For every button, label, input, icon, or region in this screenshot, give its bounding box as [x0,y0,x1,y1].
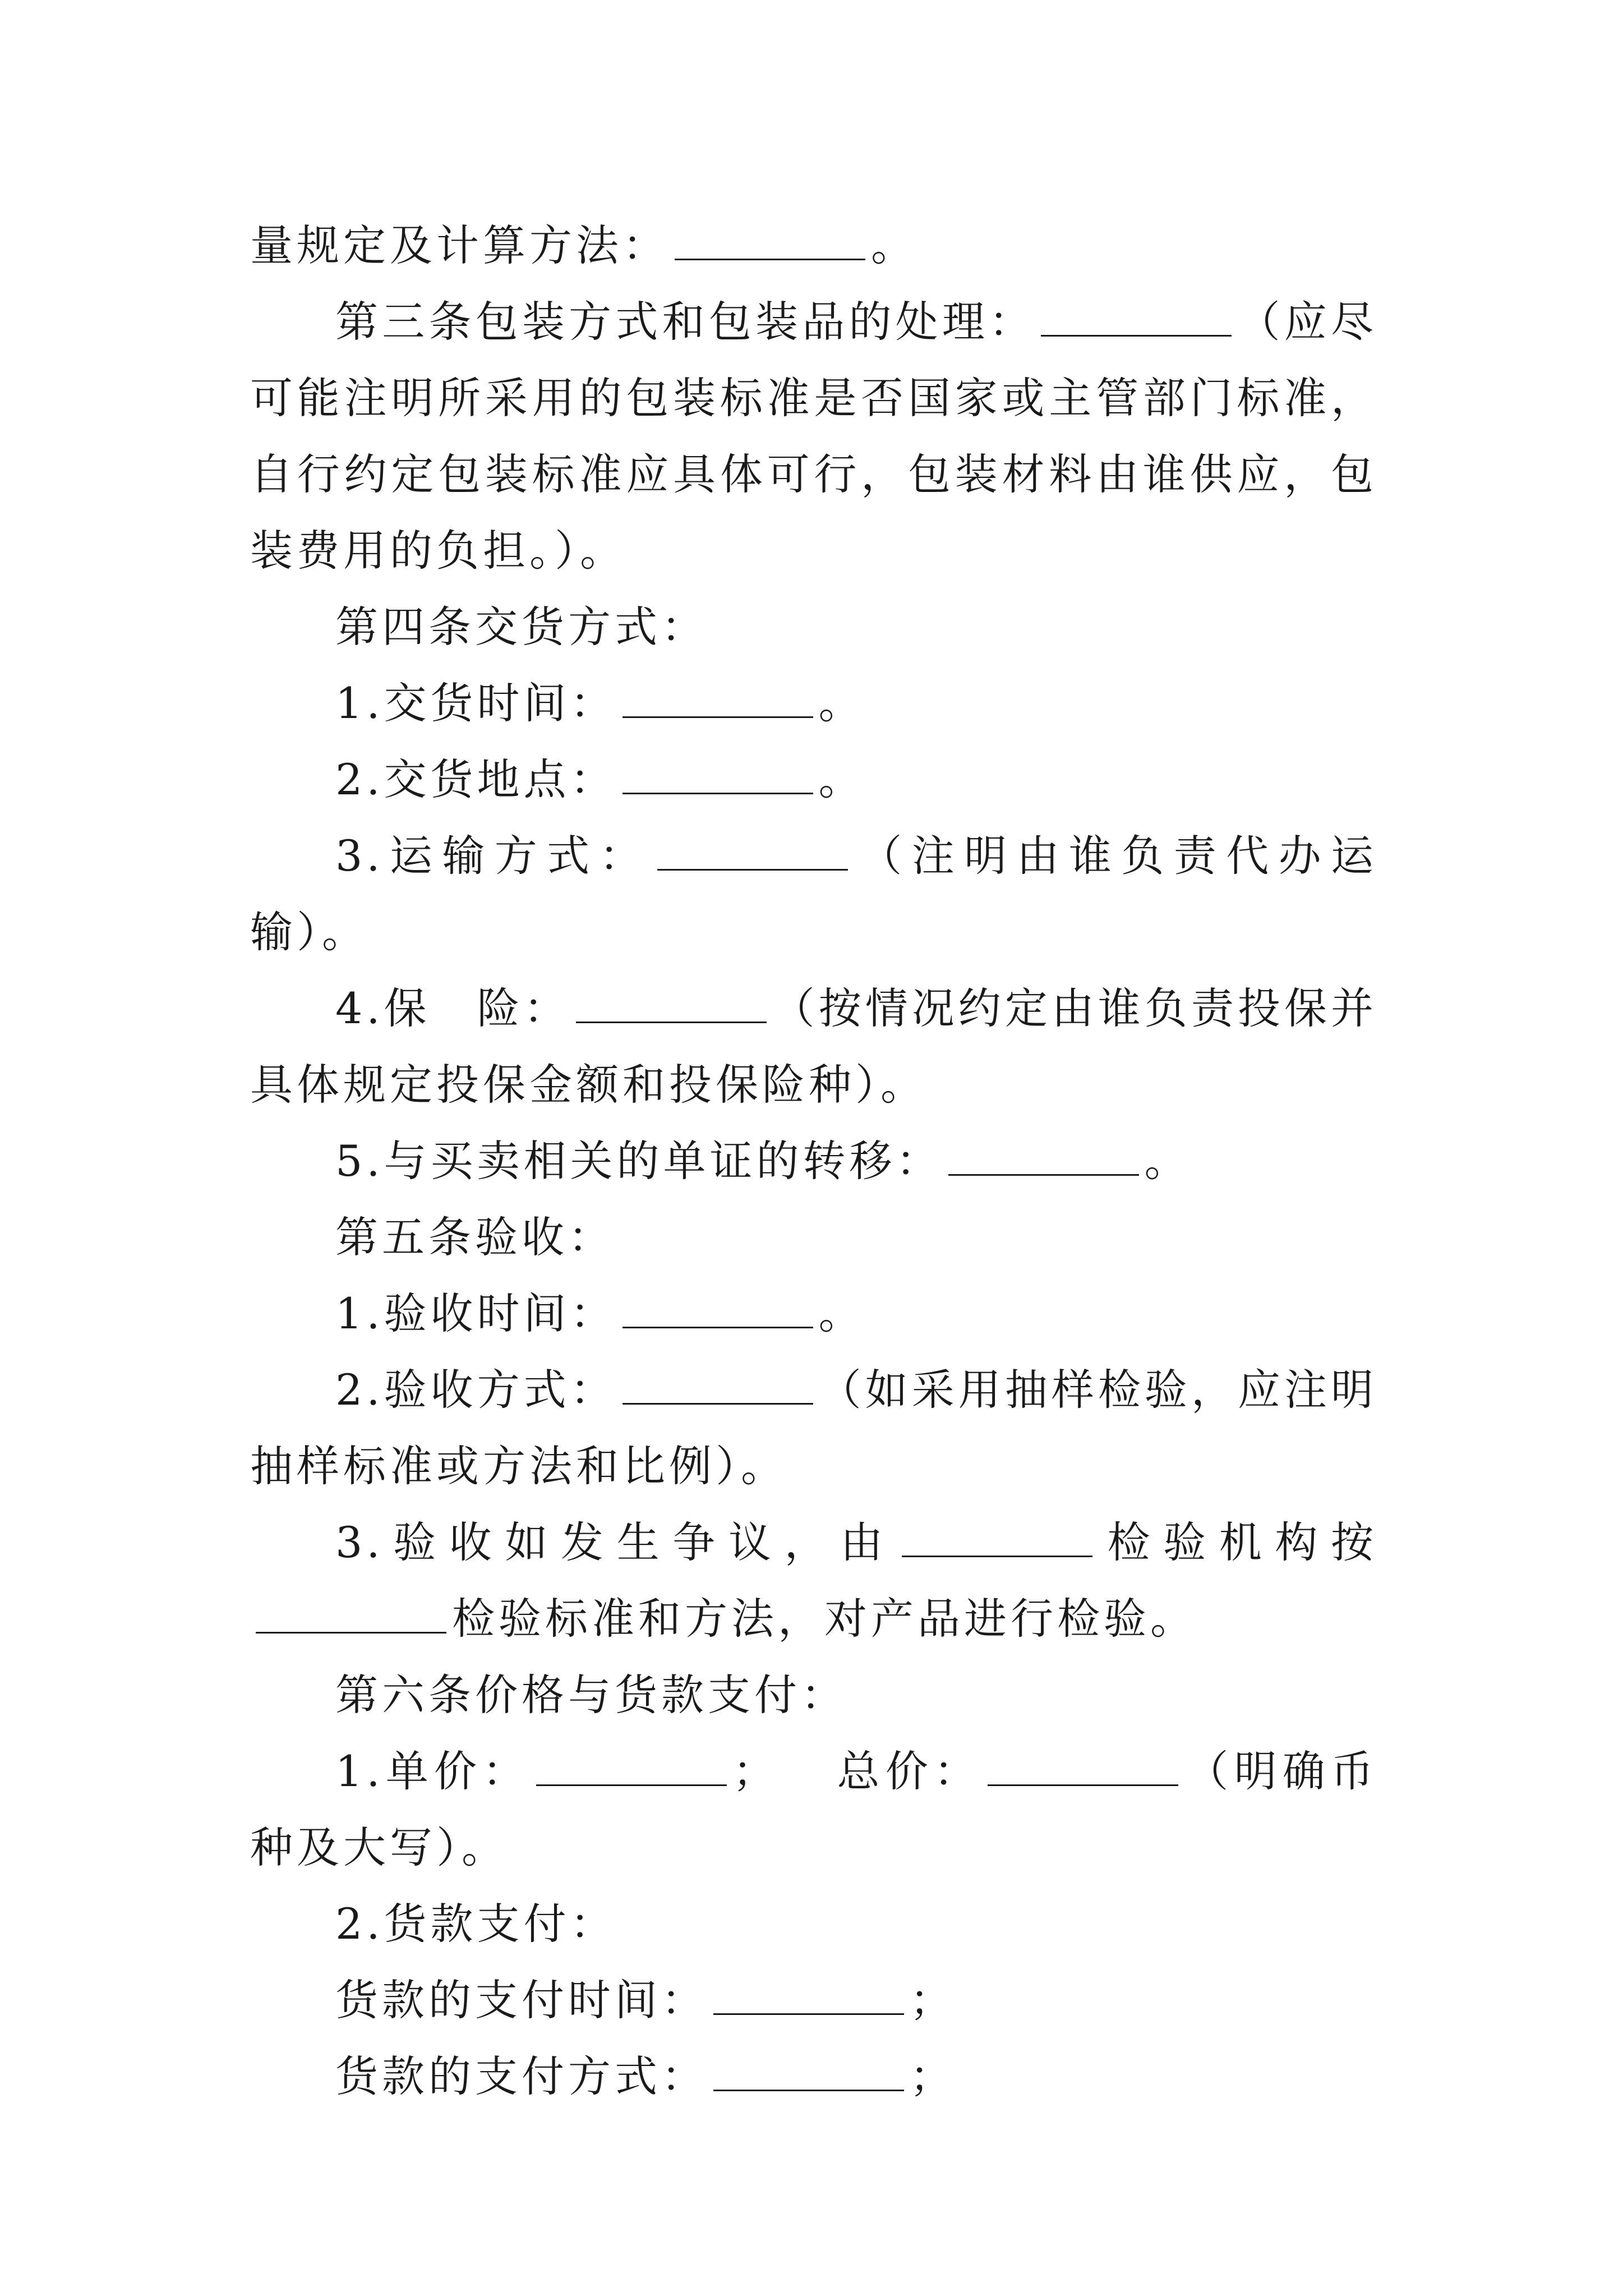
paragraph-measurement [250,208,1377,284]
document-body [250,208,1377,2115]
paragraph-acceptance-dispute [250,1504,1377,1657]
text: 第三条包装方式和包装品的处理： [335,297,1036,347]
paragraph-acceptance-time [250,1276,1377,1352]
text: 量规定及计算方法： [250,220,669,270]
text: 货款的支付方式： [335,2051,708,2101]
paragraph-payment-method [250,2039,1377,2115]
text: ； [910,1975,956,2025]
paragraph-insurance [250,970,1377,1123]
paragraph-transport [250,818,1377,970]
text: 。 [871,220,917,270]
paragraph-payment-time [250,1962,1377,2039]
text: （按情况约定由谁负责投保并具体规定投保金额和投保险种）。 [250,983,1378,1110]
text: 。 [1144,1136,1191,1186]
blank-line [988,1744,1178,1786]
text: （明确币种及大写）。 [250,1746,1377,1872]
blank-line [1041,295,1232,337]
blank-line [623,752,813,794]
text: ； [910,2051,956,2101]
paragraph-article-5 [250,1199,1377,1276]
text: 3.验收如发生争议，由 [335,1517,896,1567]
text: 检验标准和方法，对产品进行检验。 [452,1594,1197,1644]
blank-line [902,1515,1092,1557]
text: 第四条交货方式： [335,602,708,652]
paragraph-price [250,1733,1377,1886]
text: 。 [818,1289,865,1338]
paragraph-acceptance-method [250,1352,1377,1504]
text: 5.与买卖相关的单证的转移： [335,1136,943,1186]
text: （注明由谁负责代办运输）。 [250,831,1378,957]
text: 检验机构按 [1098,1517,1378,1567]
blank-line [713,2049,904,2091]
text: 货款的支付时间： [335,1975,708,2025]
paragraph-article-6 [250,1657,1377,1733]
text: 3.运输方式： [335,831,652,881]
text: 4.保 险： [335,983,570,1033]
paragraph-delivery-place [250,742,1377,818]
blank-line [657,829,848,871]
text: 。 [818,754,865,804]
text: 总价： [835,1746,983,1796]
blank-line [256,1591,446,1634]
text: 2.验收方式： [335,1365,617,1415]
text: ； [732,1746,780,1796]
paragraph-payment [250,1886,1377,1962]
blank-line [536,1744,727,1786]
text: 1.交货时间： [335,678,617,728]
blank-line [948,1134,1139,1176]
text: 第五条验收： [335,1212,615,1262]
blank-line [623,1286,813,1328]
text: 第六条价格与货款支付： [335,1670,847,1720]
paragraph-documents-transfer [250,1123,1377,1199]
paragraph-delivery-time [250,665,1377,742]
text: 。 [818,678,865,728]
blank-line [713,1973,904,2015]
text: （应尽可能注明所采用的包装标准是否国家或主管部门标准，自行约定包装标准应具体可行，包装材料由谁供应，包装费用的负担。）。 [250,297,1378,576]
paragraph-article-4 [250,589,1377,665]
text: 2.交货地点： [335,754,617,804]
text: 2.货款支付： [335,1899,617,1949]
blank-line [675,218,865,260]
text: （如采用抽样检验，应注明抽样标准或方法和比例）。 [250,1365,1378,1491]
paragraph-article-3 [250,284,1377,589]
blank-line [623,1363,813,1405]
blank-line [623,676,813,718]
text: 1.验收时间： [335,1289,617,1338]
text: 1.单价： [335,1746,531,1796]
blank-line [576,981,767,1023]
